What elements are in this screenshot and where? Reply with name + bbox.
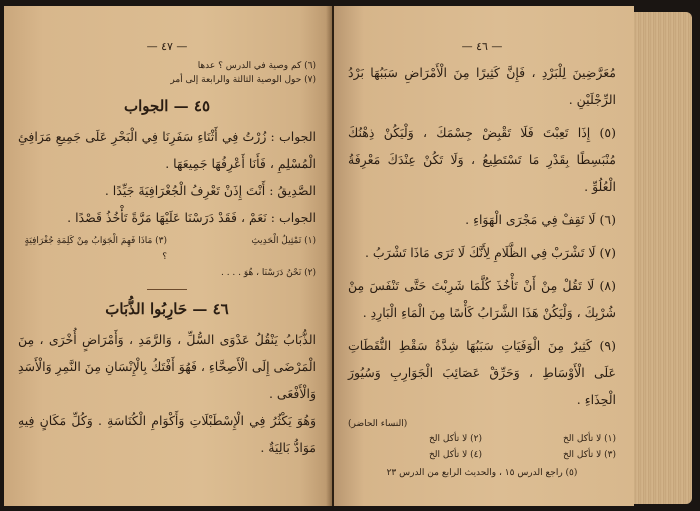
paragraph: (٩) كَثِيرٌ مِنَ الْوَفَيَاتِ سَبَبُهَا شِدَّةُ سَقْطِ النُّقَطَاتِ عَلَى الْأَوْسَاطِ ، وَحَرِّقْ عَصَائِبَ الْجَوَارِبِ وَسُيُورَ الْحِذَاءِ .: [348, 338, 616, 407]
paragraph: الجواب : نَعَمْ ، فَقَدْ دَرَسْنَا عَلَيْهَا مَرَّةً تَأْخُذُ قَصْدًا .: [67, 210, 316, 225]
footnote: (٢) لا تأكل الخ: [429, 434, 482, 444]
note-line: (٧) حول الوصية الثالثة والرابعة إلى أمر: [170, 75, 316, 85]
footnote: (٣) لا تأكل الخ: [563, 450, 616, 460]
left-page: [4, 6, 332, 506]
paragraph: (٥) إِذَا تَعِبْتَ فَلَا تَقْبِضْ جِسْمَكَ ، وَلْيَكُنْ ذِهْنُكَ مُنْبَسِطًا بِقَدْرِ مَا تَسْتَطِيعُ ، وَلَا تَكُنْ عِنْدَكَ مَعْرِفَةُ الْعُلُوِّ .: [348, 125, 616, 194]
page-number: — ٤٧ —: [146, 40, 188, 53]
section-tag: (النساء الحاضر): [348, 419, 408, 429]
footnote: (١) تَمْثِيلُ الْحَدِيثِ: [251, 236, 316, 246]
divider: [147, 289, 187, 290]
paragraph: (٧) لَا تَشْرَبْ فِي الظَّلَامِ لِأَنَّكَ لَا تَرَى مَاذَا تَشْرَبُ .: [364, 245, 616, 260]
paragraph: (٦) لَا تَقِفْ فِي مَجْرَى الْهَوَاءِ .: [465, 212, 616, 227]
paragraph: الصَّدِيقُ : أَنْتَ إِذَنْ تَعْرِفُ الْجُغْرَافِيَةَ جَيِّدًا .: [104, 183, 316, 198]
paragraph: مُعَرَّضِينَ لِلْبَرْدِ ، فَإِنَّ كَثِيرًا مِنَ الْأَمْرَاضِ سَبَبُهَا بَرْدُ الرِّجْلَيْنِ .: [348, 65, 616, 107]
section-heading: ٤٦ — حَارِبُوا الذُّبَابَ: [105, 300, 229, 318]
footnote: (٤) لا تأكل الخ: [429, 450, 482, 460]
paragraph: (٨) لَا تَقُلْ مِنْ أَنْ تَأْخُذَ كُلَّمَا شَرِبْتَ حَتَّى تَنْفَسَ مِنْ شُرْبِكَ ، وَلْيَكُنْ هَذَا الشَّرَابُ كَأْسًا مِنَ الْمَاءِ الْبَارِدِ .: [348, 278, 616, 320]
note-line: (٦) كم وصية في الدرس ؟ عدها: [197, 61, 316, 71]
section-heading: ٤٥ — الجواب: [123, 97, 211, 115]
page-edges: [634, 12, 692, 504]
footnote: (٣) مَاذَا فَهِمَ الْجَوَابُ مِنْ كَلِمَةِ جُغْرَافِيَةٍ ؟: [24, 236, 167, 262]
open-book: [4, 6, 694, 506]
footnotes: [18, 233, 316, 281]
paragraph: الذُّبَابُ يَنْقُلُ عَدْوَى السُّلِّ ، وَالرَّمَدِ ، وَأَمْرَاضٍ أُخْرَى ، مِنَ الْمَرْضَى إِلَى الْأَصِحَّاءِ ، فَهُوَ أَفْتَكُ بِالْإِنْسَانِ مِنَ النَّمِرِ وَالْأَسَدِ وَالْأَفْعَى .: [18, 332, 316, 401]
paragraph: وَهُوَ يَكْثُرُ فِي الْإِسْطَبْلَاتِ وَأَكْوَامِ الْكُنَاسَةِ . وَكُلِّ مَكَانٍ فِيهِ مَوَادُّ بَالِيَةٌ .: [18, 413, 316, 455]
footnotes: [348, 431, 616, 463]
right-page: [334, 6, 634, 506]
footnote: (٥) راجع الدرس ١٥ ، والحديث الرابع من الدرس ٢٣: [386, 468, 578, 478]
footnote: (١) لا تأكل الخ: [563, 434, 616, 444]
footnote: (٢) نَحْنُ دَرَسْنَا ، هُوَ . . . .: [220, 268, 316, 278]
page-number: — ٤٦ —: [461, 40, 503, 53]
paragraph: الجواب : زُرْتُ فِي أَثْنَاءِ سَفَرِنَا فِي الْبَحْرِ عَلَى جَمِيعِ مَرَافِئِ الْمُسْلِمِ ، فَأَنَا أَعْرِفُهَا جَمِيعَهَا .: [18, 129, 316, 171]
